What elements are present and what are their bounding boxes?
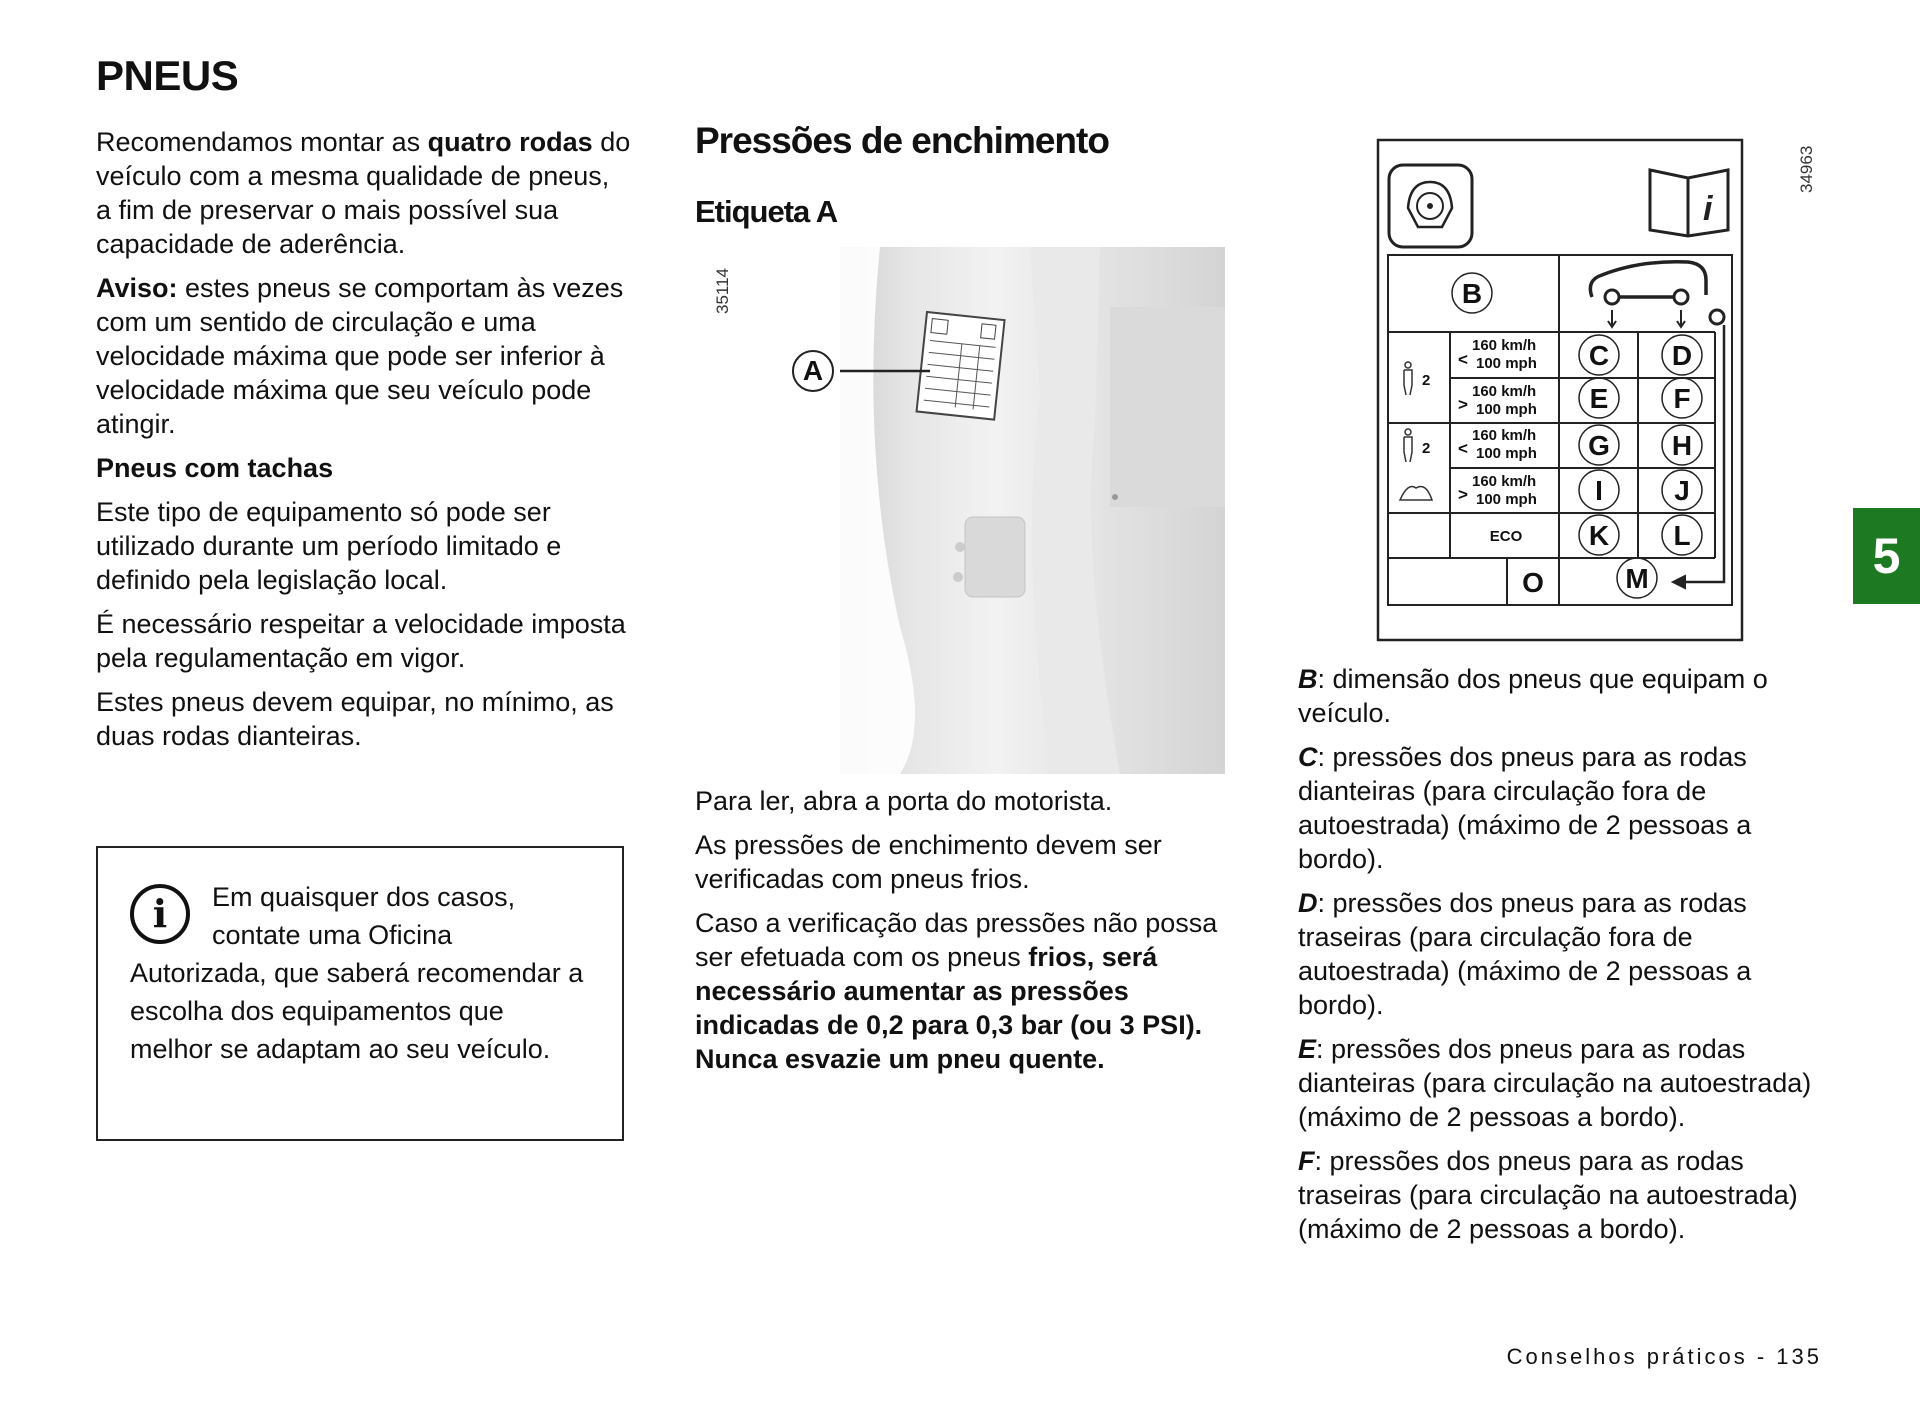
label-g: G — [1588, 430, 1610, 461]
info-icon: i — [130, 884, 190, 944]
paragraph: Para ler, abra a porta do motorista. — [695, 786, 1113, 816]
info-glyph: i — [1703, 190, 1713, 228]
label-j: J — [1674, 475, 1690, 506]
page-footer: Conselhos práticos - 135 — [1506, 1344, 1822, 1369]
text: do veículo com a mesma qualidade de pneus, a fim de preservar o mais possível sua capacidade de aderência. — [96, 127, 631, 259]
legend-text: : pressões dos pneus para as rodas traseiras (para circulação na autoestrada) (máximo de 2 pessoas a bordo). — [1298, 1146, 1798, 1244]
legend-letter: C — [1298, 742, 1318, 772]
figure-label-a: A — [792, 350, 834, 392]
text: Recomendamos montar as — [96, 127, 428, 157]
svg-text:100 mph: 100 mph — [1476, 491, 1537, 508]
legend-letter: D — [1298, 888, 1318, 918]
info-text: Em quaisquer dos casos, contate uma Oficina Autorizada, que saberá recomendar a escolha dos equipamentos que melhor se adaptam ao seu veículo. — [130, 882, 584, 1064]
subheading — [96, 451, 631, 485]
svg-text:100 mph: 100 mph — [1476, 355, 1537, 372]
svg-text:160 km/h: 160 km/h — [1472, 427, 1537, 444]
intro-column — [96, 125, 631, 763]
svg-text:>: > — [1458, 485, 1468, 504]
chapter-tab: 5 — [1853, 508, 1920, 604]
bold-text: quatro rodas — [427, 127, 593, 157]
legend-item — [1298, 662, 1818, 730]
label-o: O — [1522, 567, 1544, 598]
legend-item — [1298, 1144, 1818, 1246]
manual-book-icon — [1650, 170, 1728, 236]
legend-letter: E — [1298, 1034, 1317, 1064]
label-c: C — [1588, 340, 1610, 371]
paragraph: Este tipo de equipamento só pode ser utilizado durante um período limitado e definido pela legislação local. — [96, 497, 562, 595]
legend-letter: F — [1298, 1146, 1315, 1176]
svg-text:100 mph: 100 mph — [1476, 445, 1537, 462]
svg-text:100 mph: 100 mph — [1476, 401, 1537, 418]
person-icon — [1404, 429, 1412, 462]
label-k: K — [1588, 520, 1610, 551]
legend-text: : pressões dos pneus para as rodas dianteiras (para circulação na autoestrada) (máximo de 2 pessoas a bordo). — [1298, 1034, 1812, 1132]
legend-text: : pressões dos pneus para as rodas traseiras (para circulação fora de autoestrada) (máximo de 2 pessoas a bordo). — [1298, 888, 1752, 1020]
svg-text:160 km/h: 160 km/h — [1472, 337, 1537, 354]
legend-text: : pressões dos pneus para as rodas dianteiras (para circulação fora de autoestrada) (máximo de 2 pessoas a bordo). — [1298, 742, 1752, 874]
svg-text:<: < — [1458, 439, 1468, 458]
legend-item — [1298, 1032, 1818, 1134]
legend-text: : dimensão dos pneus que equipam o veículo. — [1298, 664, 1768, 728]
paragraph — [96, 125, 631, 261]
paragraph: Estes pneus devem equipar, no mínimo, as duas rodas dianteiras. — [96, 687, 614, 751]
figure-number: 35114 — [713, 267, 732, 314]
label-b: B — [1461, 278, 1483, 309]
label-h: H — [1671, 430, 1693, 461]
label-subheading: Etiqueta A — [695, 194, 838, 229]
label-l: L — [1673, 520, 1691, 551]
legend-letter: B — [1298, 664, 1318, 694]
paragraph: As pressões de enchimento devem ser verificadas com pneus frios. — [695, 830, 1162, 894]
svg-text:2: 2 — [1422, 372, 1431, 389]
svg-text:>: > — [1458, 395, 1468, 414]
label-d: D — [1671, 340, 1693, 371]
luggage-icon — [1400, 487, 1432, 501]
svg-text:160 km/h: 160 km/h — [1472, 473, 1537, 490]
legend-item — [1298, 886, 1818, 1022]
text: estes pneus se comportam às vezes com um sentido de circulação e uma velocidade máxima que pode ser inferior à velocidade máxima que seu veículo pode atingir. — [96, 273, 624, 439]
section-heading: Pressões de enchimento — [695, 120, 1109, 161]
text: Caso a verificação das pressões não possa ser efetuada com os pneus — [695, 908, 1218, 972]
svg-text:2: 2 — [1422, 440, 1431, 457]
legend-column — [1298, 662, 1818, 1256]
paragraph — [695, 906, 1235, 1076]
label-f: F — [1673, 383, 1691, 414]
bold-text: Aviso: — [96, 273, 178, 303]
label-m: M — [1625, 563, 1649, 594]
label-e: E — [1589, 383, 1609, 414]
paragraph: É necessário respeitar a velocidade imposta pela regulamentação em vigor. — [96, 609, 626, 673]
svg-text:<: < — [1458, 350, 1468, 369]
eco-label: ECO — [1489, 528, 1523, 545]
bold-text: frios, será necessário aumentar as pressões indicadas de 0,2 para 0,3 bar (ou 3 PSI). Nunca esvazie um pneu quente. — [695, 942, 1203, 1074]
tire-icon — [1389, 165, 1472, 247]
legend-item — [1298, 740, 1818, 876]
figure-number: 34963 — [1797, 145, 1816, 193]
info-box — [96, 846, 624, 1141]
svg-text:160 km/h: 160 km/h — [1472, 383, 1537, 400]
person-icon — [1404, 362, 1412, 395]
instructions-column — [695, 784, 1235, 1086]
paragraph — [96, 271, 631, 441]
tire-pressure-sticker — [917, 312, 1005, 420]
subheading-text: Pneus com tachas — [96, 453, 334, 483]
page-title: PNEUS — [96, 52, 239, 99]
door-pillar-image — [840, 247, 1225, 774]
tire-label-diagram — [1370, 130, 1830, 650]
label-i: I — [1595, 475, 1603, 506]
